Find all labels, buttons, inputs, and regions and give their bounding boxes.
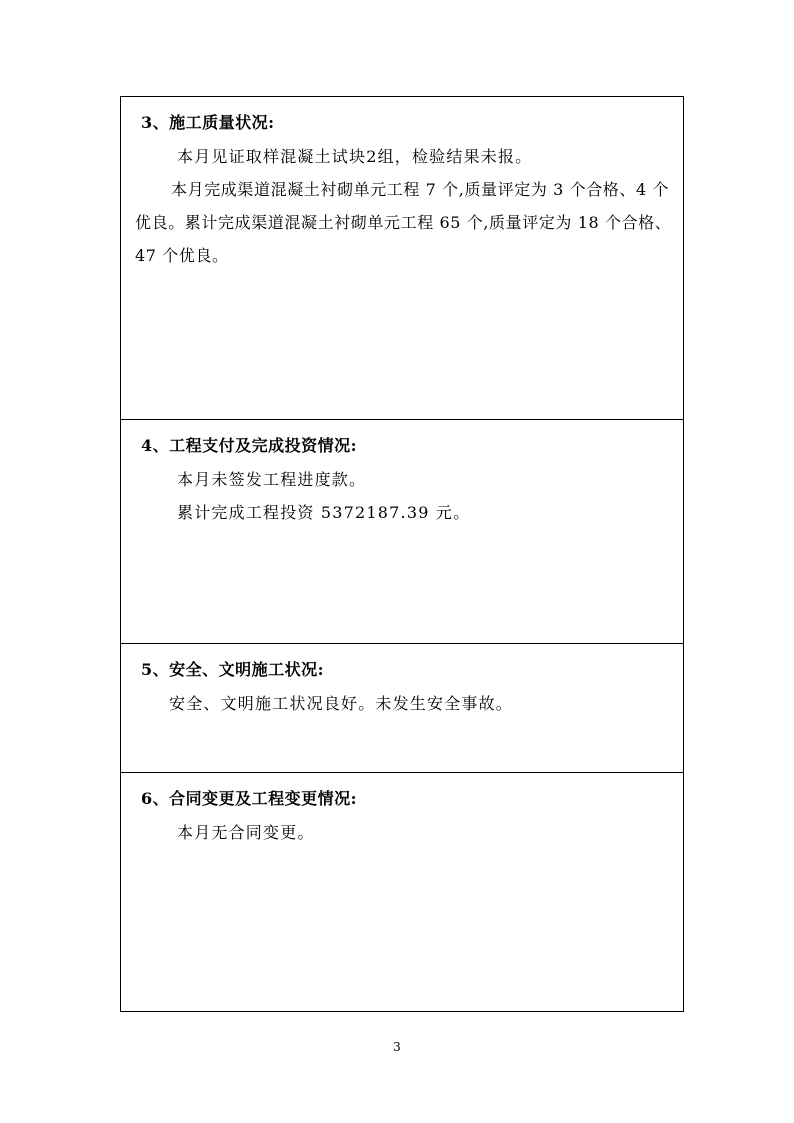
report-table <box>120 96 684 1012</box>
paragraph: 本月完成渠道混凝土衬砌单元工程 7 个,质量评定为 3 个合格、4 个优良。累计完成渠道混凝土衬砌单元工程 65 个,质量评定为 18 个合格、47 个优良。 <box>135 180 672 265</box>
page-number: 3 <box>393 1040 401 1054</box>
paragraph: 累计完成工程投资 5372187.39 元。 <box>177 503 471 522</box>
section-payment-investment <box>121 420 683 644</box>
section-title: 6、合同变更及工程变更情况: <box>141 789 358 808</box>
paragraph: 安全、文明施工状况良好。未发生安全事故。 <box>169 694 514 713</box>
section-title: 3、施工质量状况: <box>141 113 275 132</box>
section-safety-civilized-construction <box>121 644 683 773</box>
section-contract-changes <box>121 773 683 1011</box>
paragraph: 本月见证取样混凝土试块2组，检验结果未报。 <box>177 147 533 166</box>
paragraph: 本月未签发工程进度款。 <box>177 470 367 489</box>
paragraph: 本月无合同变更。 <box>177 823 315 842</box>
section-title: 4、工程支付及完成投资情况: <box>141 436 358 455</box>
section-construction-quality <box>121 97 683 420</box>
section-title: 5、安全、文明施工状况: <box>141 660 325 679</box>
